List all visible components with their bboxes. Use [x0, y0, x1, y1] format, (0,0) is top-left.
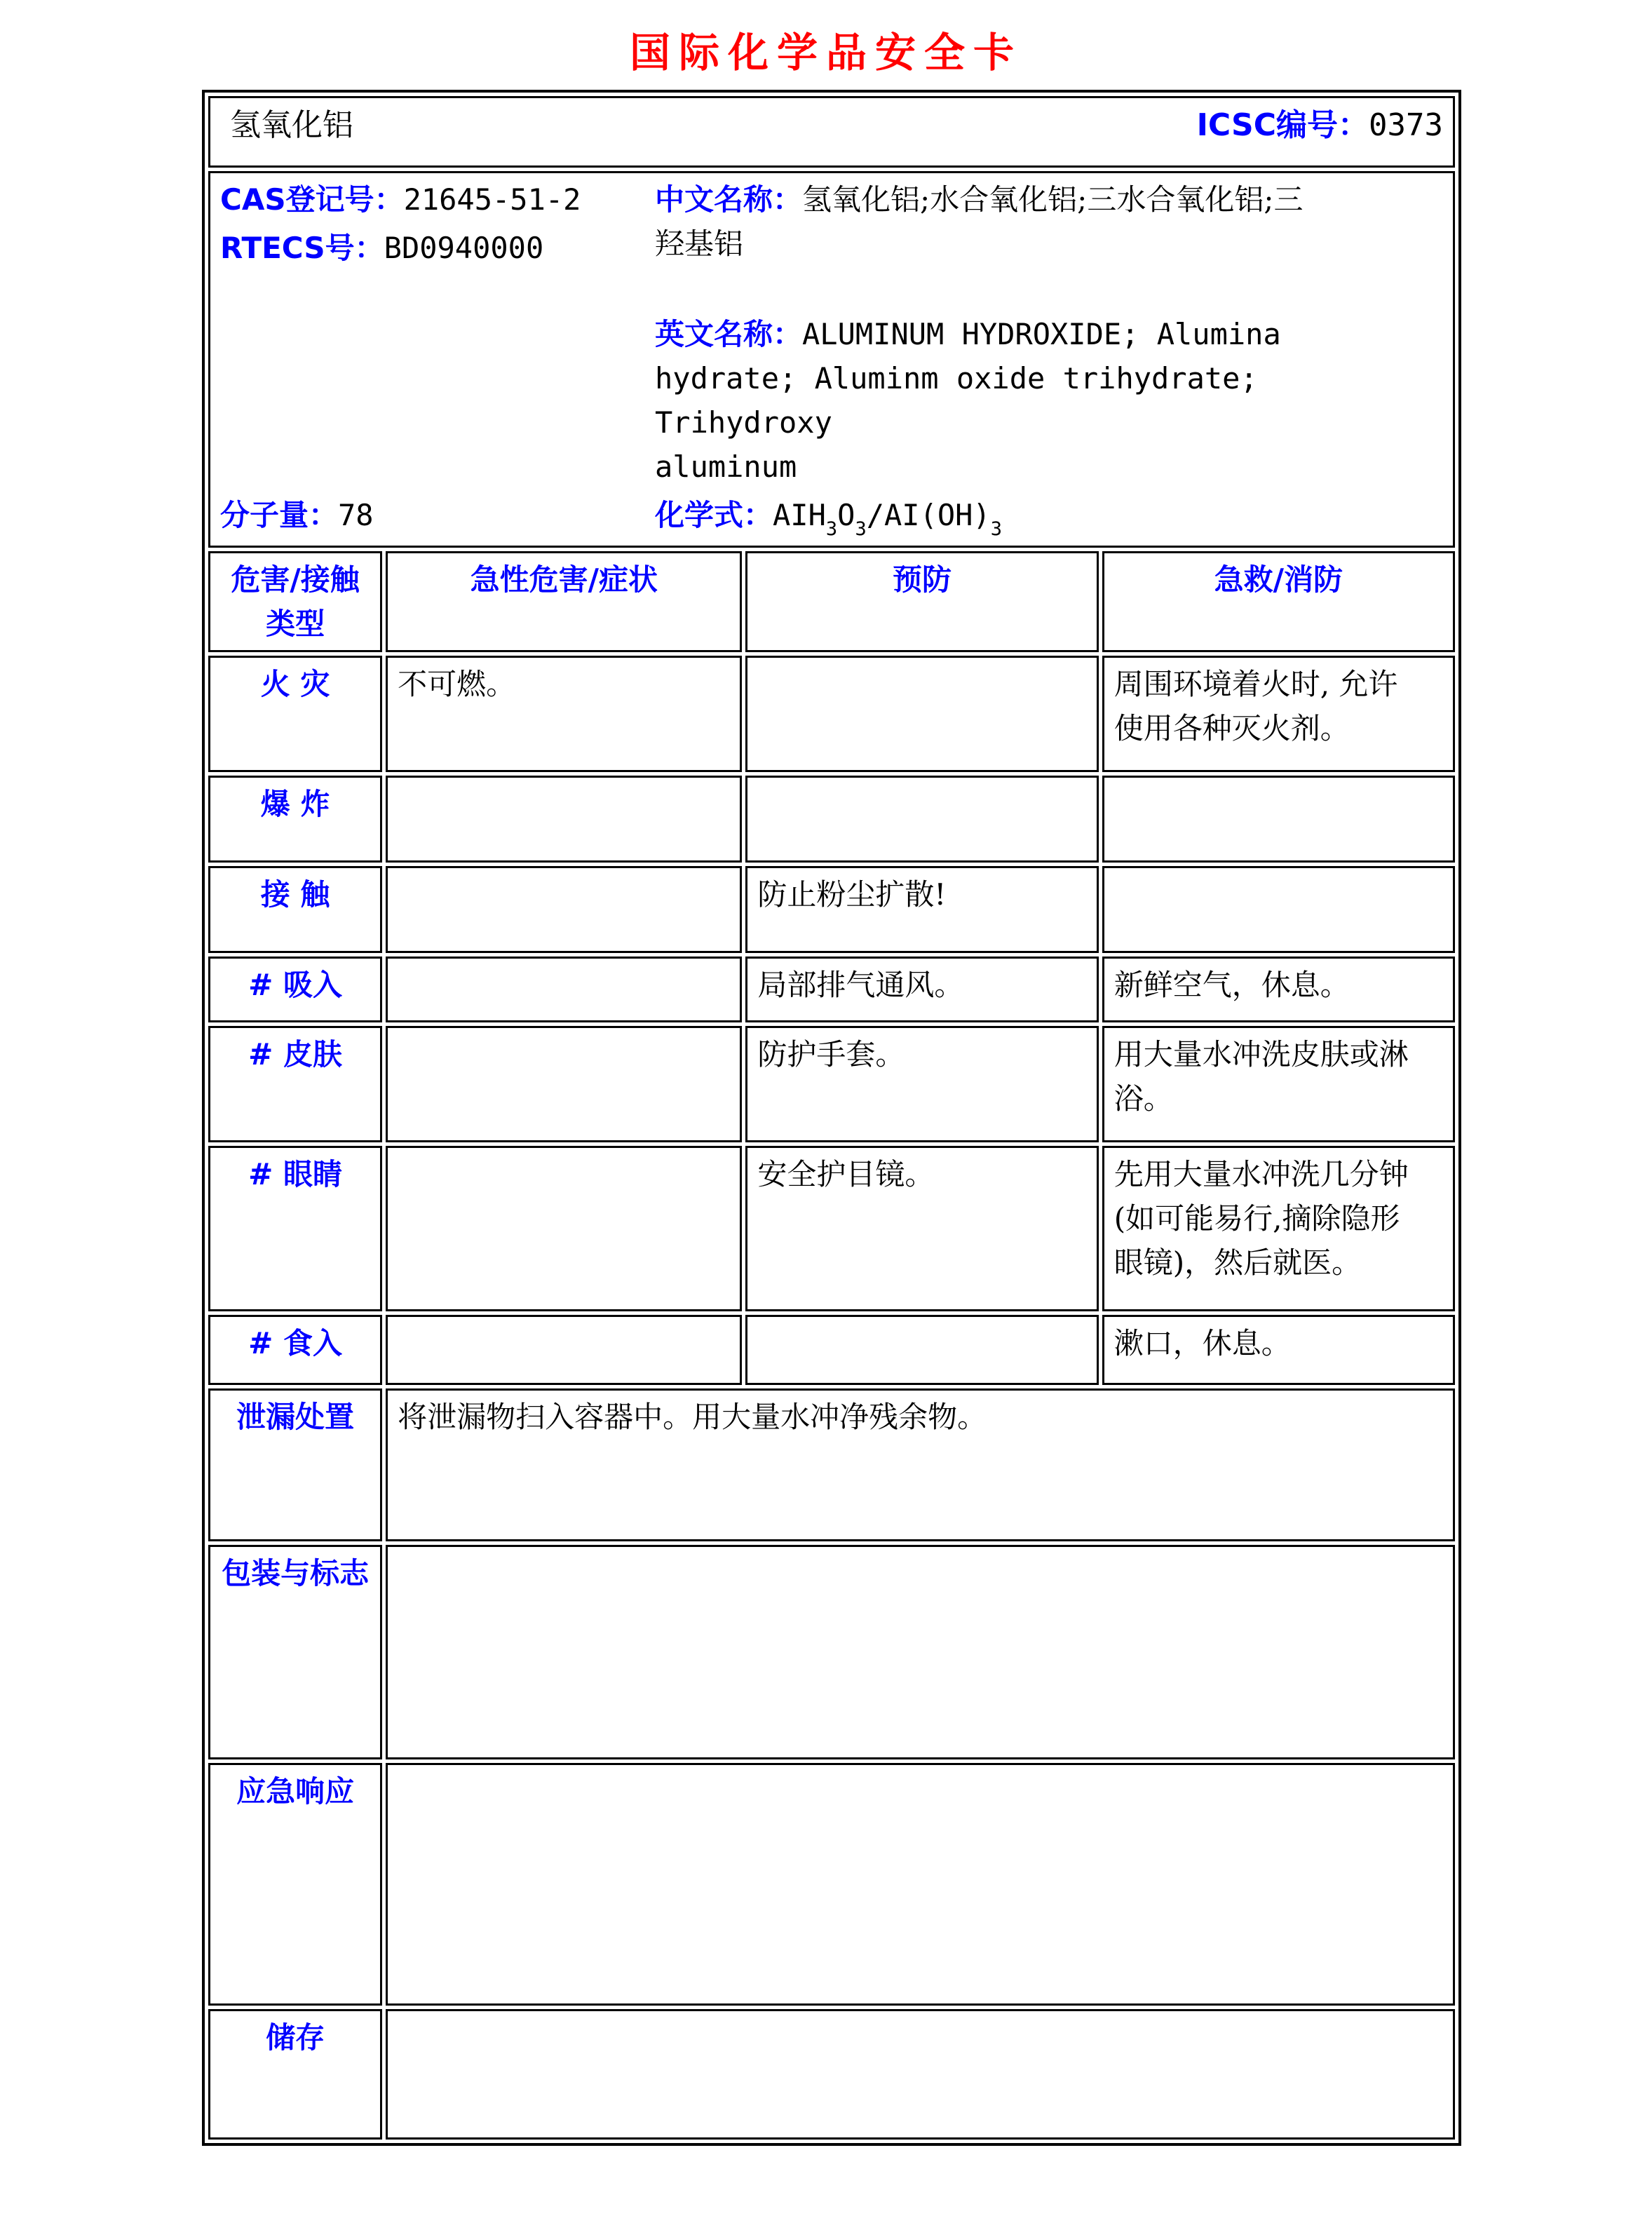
table-row-storage — [208, 2009, 1455, 2140]
section-label-storage: 储存 — [208, 2009, 382, 2140]
hazard-type-eyes: # 眼睛 — [208, 1146, 382, 1311]
explosion-symptoms — [386, 776, 742, 863]
identity-cell — [208, 171, 1455, 548]
skin-symptoms — [386, 1026, 742, 1142]
table-row-contact — [208, 866, 1455, 953]
storage-content — [386, 2009, 1455, 2140]
chinese-name-label: 中文名称： — [655, 182, 803, 217]
chinese-name-field — [655, 177, 1443, 266]
table-row-eyes — [208, 1146, 1455, 1311]
hazard-type-inhalation: # 吸入 — [208, 957, 382, 1022]
fire-symptoms: 不可燃。 — [386, 656, 742, 772]
contact-response — [1102, 866, 1455, 953]
formula-label: 化学式： — [655, 498, 773, 532]
skin-response: 用大量水冲洗皮肤或淋 浴。 — [1102, 1026, 1455, 1142]
section-label-emergency: 应急响应 — [208, 1763, 382, 2006]
formula-value: $AIH_3O_3/AI(OH)_3$ — [773, 498, 1002, 540]
table-row-emergency — [208, 1763, 1455, 2006]
chinese-name-value: 氢氧化铝;水合氧化铝;三水合氧化铝;三 羟基铝 — [655, 182, 1304, 261]
spillage-content: 将泄漏物扫入容器中。用大量水冲净残余物。 — [386, 1388, 1455, 1541]
table-row-explosion — [208, 776, 1455, 863]
rtecs-field — [220, 226, 655, 270]
fire-response: 周围环境着火时, 允许 使用各种灭火剂。 — [1102, 656, 1455, 772]
rtecs-value: BD0940000 — [384, 231, 544, 265]
header-prevention: 预防 — [745, 551, 1098, 652]
card-title-row — [208, 96, 1455, 168]
hazard-type-skin: # 皮肤 — [208, 1026, 382, 1142]
table-row-ingestion — [208, 1315, 1455, 1385]
rtecs-label: RTECS号： — [220, 231, 384, 265]
ingestion-symptoms — [386, 1315, 742, 1385]
table-row-packaging — [208, 1545, 1455, 1759]
english-name-value: ALUMINUM HYDROXIDE; Alumina hydrate; Aluminm oxide trihydrate; Trihydroxy aluminum — [655, 317, 1281, 484]
inhalation-response: 新鲜空气，休息。 — [1102, 957, 1455, 1022]
explosion-prevention — [745, 776, 1098, 863]
cas-label: CAS登记号： — [220, 182, 404, 217]
identity-right-column — [655, 177, 1443, 541]
ingestion-prevention — [745, 1315, 1098, 1385]
contact-prevention: 防止粉尘扩散! — [745, 866, 1098, 953]
icsc-number-field — [1197, 102, 1443, 149]
eyes-prevention: 安全护目镜。 — [745, 1146, 1098, 1311]
icsc-number-value: 0373 — [1369, 107, 1443, 143]
inhalation-prevention: 局部排气通风。 — [745, 957, 1098, 1022]
contact-symptoms — [386, 866, 742, 953]
eyes-response: 先用大量水冲洗几分钟 (如可能易行,摘除隐形 眼镜)，然后就医。 — [1102, 1146, 1455, 1311]
formula-field — [655, 493, 1443, 541]
hazard-header-row — [208, 551, 1455, 652]
header-acute-symptoms: 急性危害/症状 — [386, 551, 742, 652]
hazard-type-ingestion: # 食入 — [208, 1315, 382, 1385]
document-header — [0, 0, 1652, 90]
english-name-field — [655, 312, 1443, 489]
icsc-card-table — [202, 90, 1461, 2146]
molecular-weight-label: 分子量： — [220, 498, 339, 532]
inhalation-symptoms — [386, 957, 742, 1022]
packaging-content — [386, 1545, 1455, 1759]
section-label-packaging: 包装与标志 — [208, 1545, 382, 1759]
icsc-number-label: ICSC编号： — [1196, 107, 1369, 143]
cas-value: 21645-51-2 — [403, 182, 581, 217]
hazard-type-explosion: 爆 炸 — [208, 776, 382, 863]
section-label-spillage: 泄漏处置 — [208, 1388, 382, 1541]
fire-prevention — [745, 656, 1098, 772]
identity-left-column — [220, 177, 655, 541]
cas-field — [220, 177, 655, 222]
table-row-inhalation — [208, 957, 1455, 1022]
identity-row — [208, 171, 1455, 548]
table-row-fire — [208, 656, 1455, 772]
skin-prevention: 防护手套。 — [745, 1026, 1098, 1142]
table-row-skin — [208, 1026, 1455, 1142]
card-title-cell — [208, 96, 1455, 168]
hazard-type-contact: 接 触 — [208, 866, 382, 953]
molecular-weight-value: 78 — [338, 498, 374, 532]
page-title: 国际化学品安全卡 — [629, 29, 1022, 76]
hazard-type-fire: 火 灾 — [208, 656, 382, 772]
emergency-content — [386, 1763, 1455, 2006]
ingestion-response: 漱口，休息。 — [1102, 1315, 1455, 1385]
header-first-aid: 急救/消防 — [1102, 551, 1455, 652]
table-row-spillage — [208, 1388, 1455, 1541]
substance-name: 氢氧化铝 — [230, 107, 353, 143]
explosion-response — [1102, 776, 1455, 863]
header-hazard-type: 危害/接触 类型 — [208, 551, 382, 652]
molecular-weight-field — [220, 493, 655, 541]
eyes-symptoms — [386, 1146, 742, 1311]
english-name-label: 英文名称： — [655, 317, 803, 351]
